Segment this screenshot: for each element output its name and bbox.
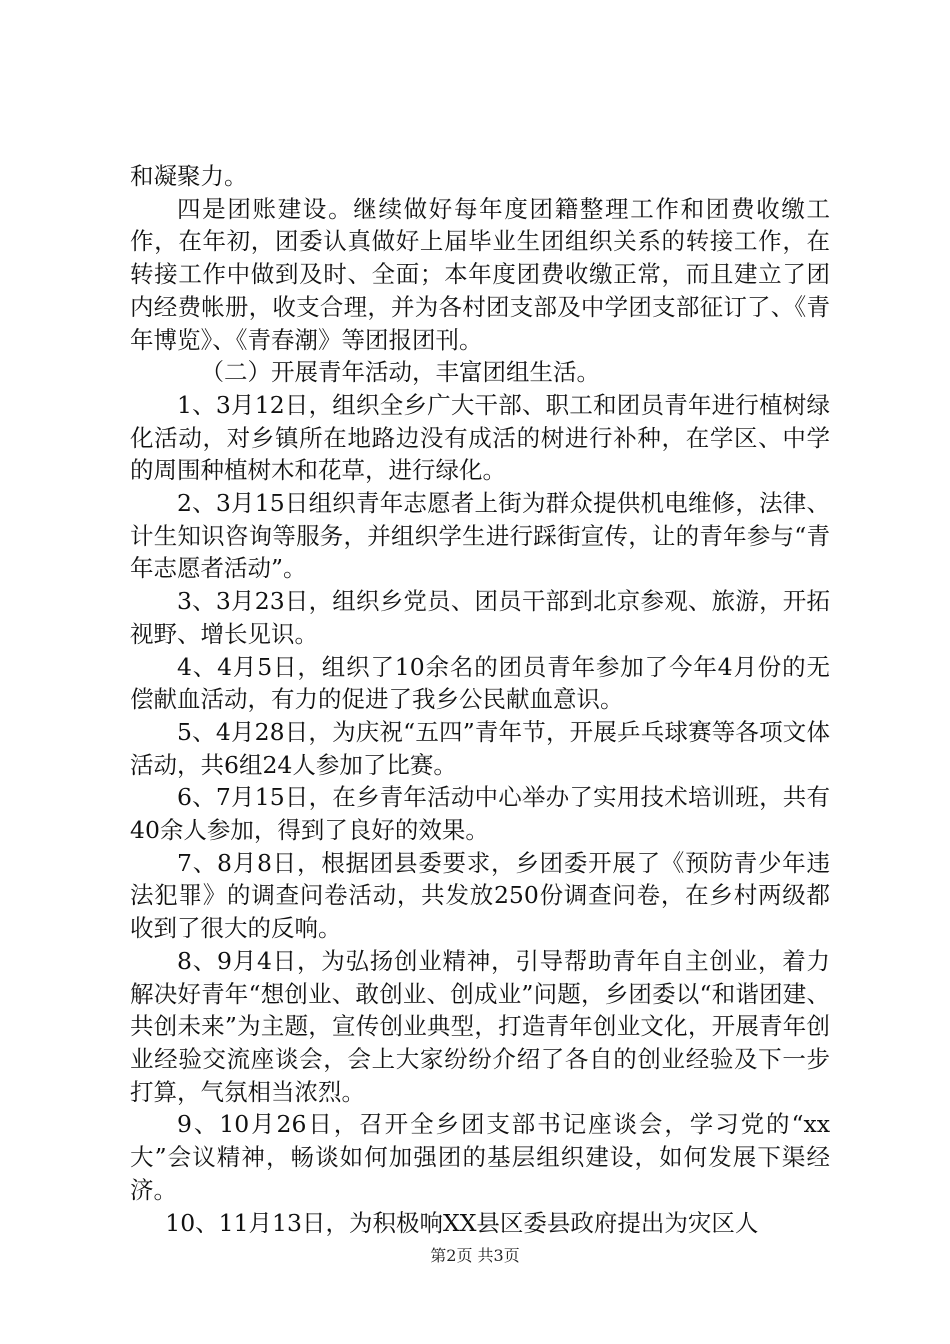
paragraph-item-4: 4、4月5日，组织了10余名的团员青年参加了今年4月份的无偿献血活动，有力的促进了我乡公民献血意识。 [130,652,830,714]
section-heading-youth-activities: （二）开展青年活动，丰富团组生活。 [200,358,600,387]
paragraph-item-9: 9、10月26日，召开全乡团支部书记座谈会，学习党的“xx大”会议精神，畅谈如何加强团的基层组织建设，如何发展下渠经济。 [130,1110,830,1204]
paragraph-item-5: 5、4月28日，为庆祝“五四”青年节，开展乒乓球赛等各项文体活动，共6组24人参加了比赛。 [130,717,830,779]
paragraph-item-3: 3、3月23日，组织乡党员、团员干部到北京参观、旅游，开拓视野、增长见识。 [130,587,830,648]
page-footer: 第2页 共3页 [430,1246,520,1265]
paragraph-item-2: 2、3月15日组织青年志愿者上街为群众提供机电维修，法律、计生知识咨询等服务，并组织学生进行踩街宣传，让的青年参与“青年志愿者活动”。 [130,489,830,583]
paragraph-account-building: 四是团账建设。继续做好每年度团籍整理工作和团费收缴工作，在年初，团委认真做好上届毕业生团组织关系的转接工作，在转接工作中做到及时、全面；本年度团费收缴正常，而且建立了团内经费帐册，收支合理，并为各村团支部及中学团支部征订了、《青年博览》、《青春潮》等团报团刊。 [130,194,830,354]
document-body [130,160,830,1239]
paragraph-cohesion: 和凝聚力。 [130,162,248,190]
paragraph-item-7: 7、8月8日，根据团县委要求，乡团委开展了《预防青少年违法犯罪》的调查问卷活动，共发放250份调查问卷，在乡村两级都收到了很大的反响。 [130,848,830,943]
paragraph-item-10: 10、11月13日，为积极响XX县区委县政府提出为灾区人 [165,1208,759,1237]
paragraph-item-6: 6、7月15日，在乡青年活动中心举办了实用技术培训班，共有40余人参加，得到了良好的效果。 [130,783,830,845]
paragraph-item-1: 1、3月12日，组织全乡广大干部、职工和团员青年进行植树绿化活动，对乡镇所在地路边没有成活的树进行补种，在学区、中学的周围种植树木和花草，进行绿化。 [130,390,830,485]
paragraph-item-8: 8、9月4日，为弘扬创业精神，引导帮助青年自主创业，着力解决好青年“想创业、敢创业、创成业”问题，乡团委以“和谐团建、共创未来”为主题，宣传创业典型，打造青年创业文化，开展青年创业经验交流座谈会，会上大家纷纷介绍了各自的创业经验及下一步打算，气氛相当浓烈。 [130,946,830,1106]
